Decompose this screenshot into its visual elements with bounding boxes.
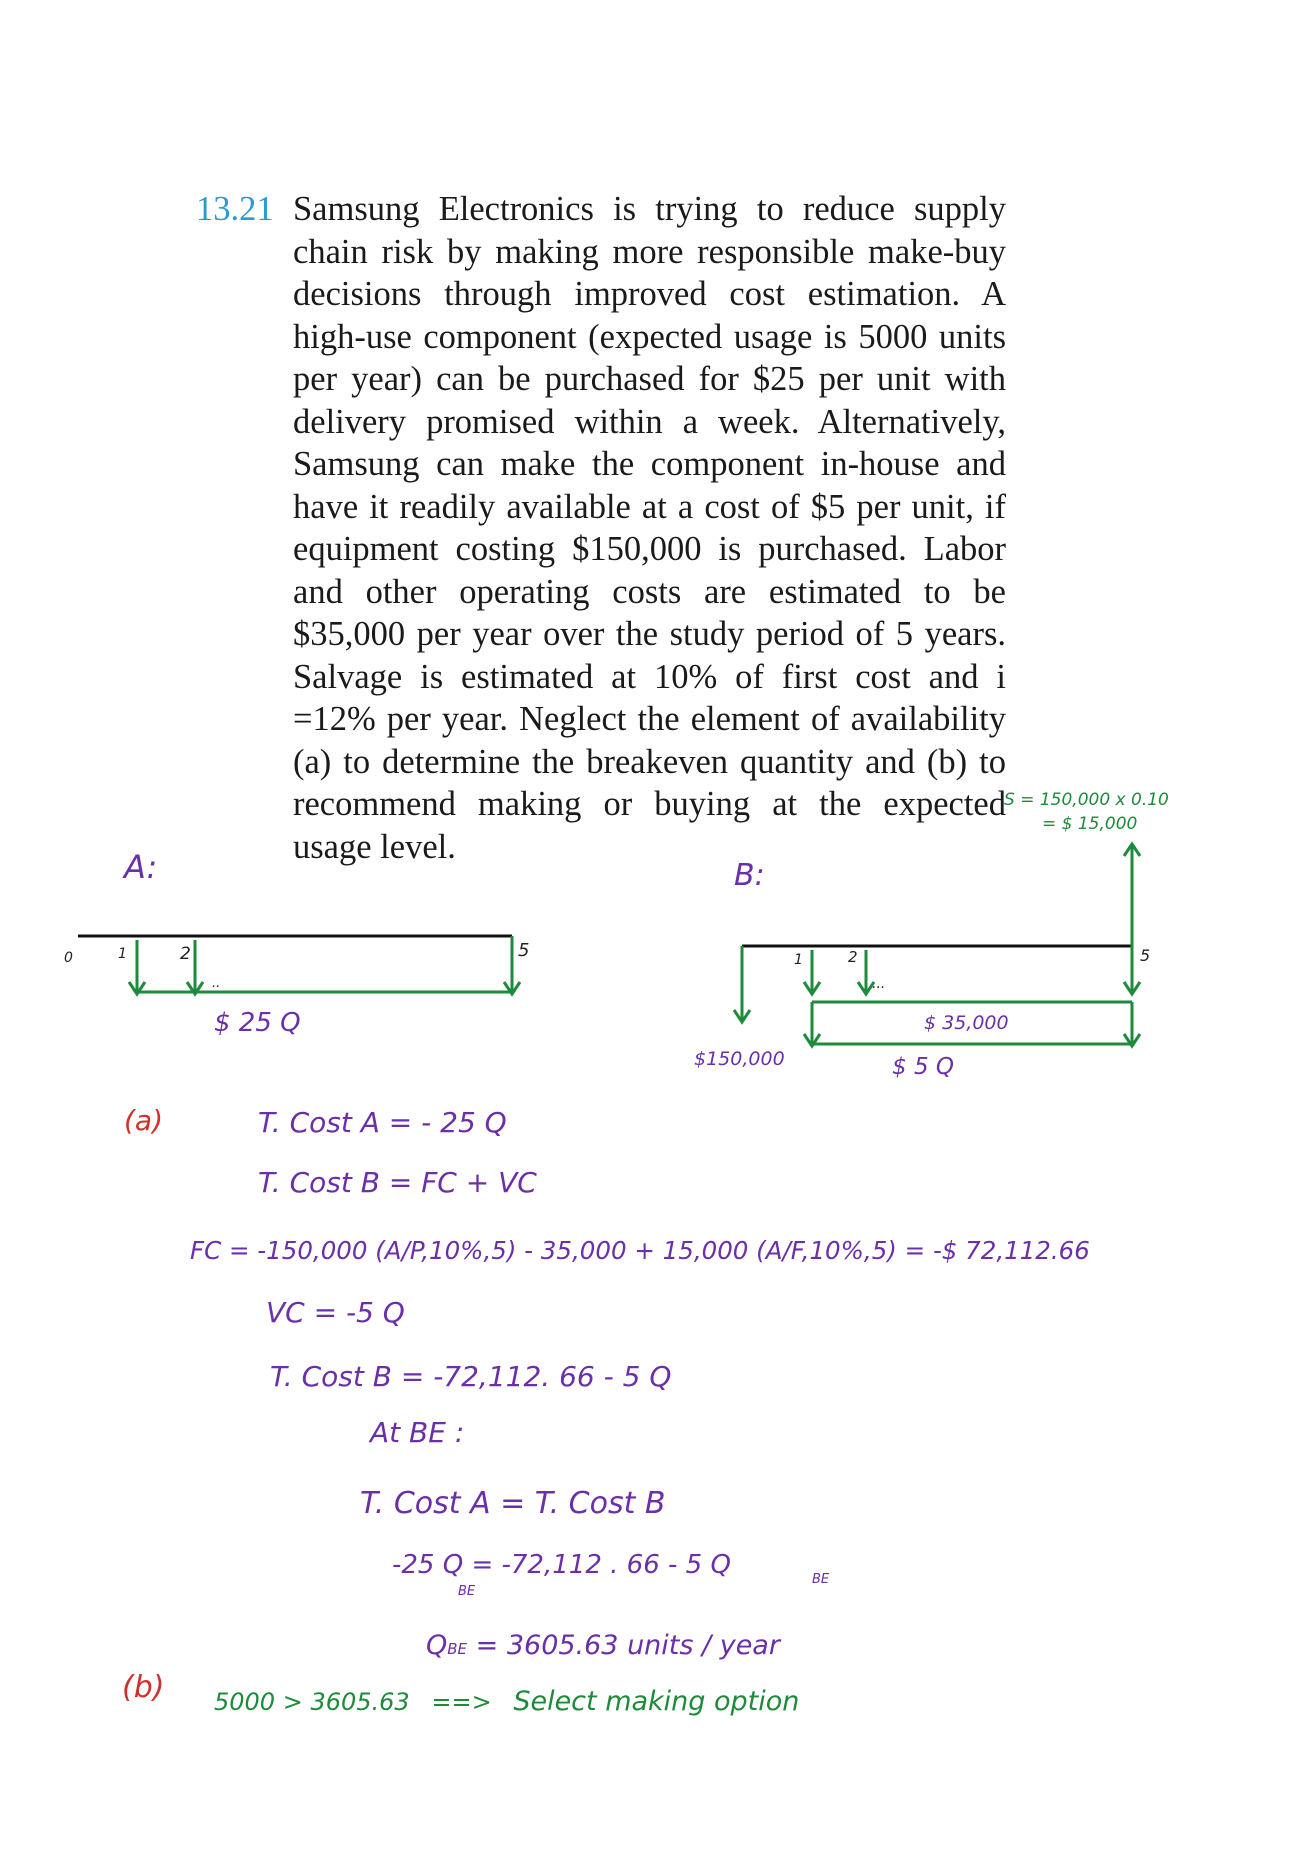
- diagram-a-t0: 0: [64, 950, 73, 966]
- usage-vs-breakeven: 5000 > 3605.63: [214, 1688, 410, 1716]
- problem-text: Samsung Electronics is trying to reduce supply chain risk by making more responsible make-buy decisions through improved cost estimation. A high-use component (expected usage is 5000 units per year) can be purchased for $25 per unit with delivery promised within a week. Alternatively, Samsung can make the component in-house and have it readily available at a cost of $5 per unit, if equipment costing $150,000 is purchased. Labor and other operating costs are estimated to be $35,000 per year over the study period of 5 years. Salvage is estimated at 10% of first cost and i =12% per year. Neglect the element of availability (a) to determine the breakeven quantity and (b) to recommend making or buying at the expected usage level.: [293, 190, 1006, 866]
- variable-cost-label: $ 5 Q: [892, 1054, 954, 1080]
- total-cost-a: T. Cost A = - 25 Q: [258, 1106, 507, 1139]
- diagram-a-t2: 2: [180, 944, 191, 964]
- implies-arrow: ==>: [431, 1688, 492, 1716]
- salvage-value: = $ 15,000: [1042, 814, 1138, 834]
- diagram-b-label: B:: [734, 858, 765, 893]
- q-subscript: BE: [447, 1640, 468, 1658]
- diagram-b-t2: 2: [848, 948, 858, 966]
- part-a-label: (a): [124, 1104, 164, 1137]
- diagram-a-dots: ..: [212, 976, 221, 991]
- breakeven-equation: -25 Q = -72,112 . 66 - 5 Q: [392, 1550, 731, 1580]
- total-cost-b-formula: T. Cost B = FC + VC: [258, 1166, 537, 1199]
- part-b-label: (b): [122, 1670, 165, 1705]
- diagram-b-t1: 1: [794, 952, 803, 968]
- breakeven-condition: T. Cost A = T. Cost B: [360, 1486, 666, 1521]
- diagram-a-cost: $ 25 Q: [214, 1008, 301, 1038]
- breakeven-result: [426, 1630, 780, 1661]
- annual-cost-label: $ 35,000: [924, 1012, 1009, 1034]
- diagram-a-t1: 1: [118, 946, 127, 962]
- breakeven-quantity: = 3605.63 units / year: [467, 1630, 780, 1661]
- be-subscript-2: BE: [812, 1572, 830, 1587]
- diagram-a: [78, 936, 520, 994]
- comparison: [214, 1686, 799, 1717]
- fixed-cost-equation: FC = -150,000 (A/P,10%,5) - 35,000 + 15,000 (A/F,10%,5) = -$ 72,112.66: [190, 1236, 1090, 1265]
- diagram-b-t5: 5: [1140, 946, 1151, 965]
- recommendation: Select making option: [513, 1686, 800, 1717]
- diagram-a-t5: 5: [518, 940, 530, 961]
- be-subscript-1: BE: [458, 1584, 476, 1599]
- problem-number: 13.21: [196, 190, 274, 228]
- at-breakeven-label: At BE :: [370, 1416, 465, 1449]
- first-cost-label: $150,000: [694, 1048, 785, 1070]
- salvage-calc: S = 150,000 x 0.10: [1004, 790, 1169, 810]
- diagram-a-label: A:: [124, 848, 158, 886]
- variable-cost-equation: VC = -5 Q: [266, 1296, 405, 1329]
- total-cost-b-value: T. Cost B = -72,112. 66 - 5 Q: [270, 1360, 672, 1393]
- q-symbol: Q: [426, 1630, 448, 1661]
- diagram-b-dots: ...: [872, 976, 886, 992]
